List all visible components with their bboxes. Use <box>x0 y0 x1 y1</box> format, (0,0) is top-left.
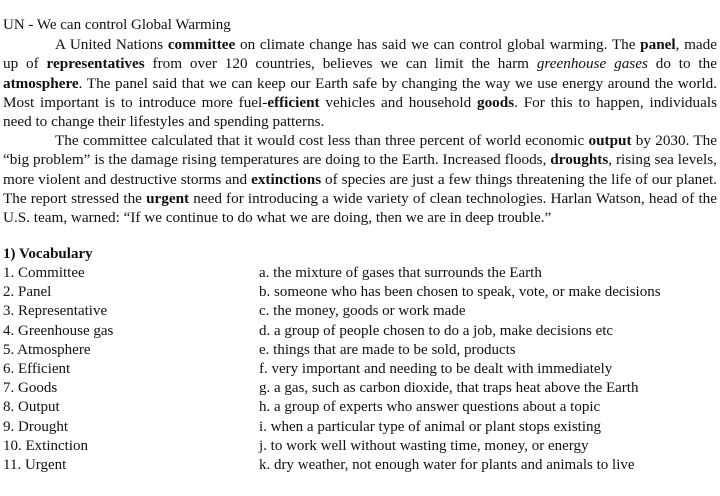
key-term: committee <box>167 36 236 53</box>
key-term: extinctions <box>251 170 322 188</box>
text-run: by 2030. The “big problem” is the damage rising temperatures are doing to the Earth. Increased floods, <box>3 132 717 169</box>
vocabulary-heading: 1) Vocabulary <box>3 246 93 262</box>
paragraph-2 <box>3 131 717 227</box>
vocab-row <box>3 264 719 283</box>
vocab-row <box>3 322 719 341</box>
vocab-definition: g. a gas, such as carbon dioxide, that traps heat above the Earth <box>259 380 639 397</box>
vocab-definition: i. when a particular type of animal or plant stops existing <box>259 418 601 435</box>
italic-term: greenhouse gases <box>536 55 648 73</box>
vocab-definition: e. things that are made to be sold, products <box>259 341 516 358</box>
text-run: on climate change has said we can control global warming. The <box>235 36 641 53</box>
vocab-term: 3. Representative <box>3 303 108 320</box>
vocab-row <box>3 437 719 456</box>
vocab-row <box>3 283 719 302</box>
key-term: representatives <box>46 55 145 73</box>
text-run: The committee calculated that it would cost less than three percent of world economic <box>55 132 589 149</box>
text-run: of species are just a few things threatening the life of our planet. The report stressed the <box>3 170 717 207</box>
text-run: , made up of <box>3 36 717 73</box>
vocab-definition: k. dry weather, not enough water for plants and animals to live <box>259 456 635 473</box>
key-term: output <box>588 132 632 149</box>
text-run: from over 120 countries, believes we can limit the harm <box>144 55 537 73</box>
vocab-definition: c. the money, goods or work made <box>259 303 466 320</box>
vocab-term: 6. Efficient <box>3 360 71 377</box>
vocab-term: 5. Atmosphere <box>3 341 91 358</box>
key-term: goods <box>476 93 515 111</box>
vocab-definition: j. to work well without wasting time, money, or energy <box>259 437 589 454</box>
text-run: need for introducing a wide variety of clean technologies. Harlan Watson, head of the U.S. team, warned: “If we continue to do what we are doing, then we are in deep trouble.” <box>3 189 718 227</box>
vocab-row <box>3 341 719 360</box>
text-run: vehicles and household <box>319 93 477 111</box>
key-term: droughts <box>550 151 609 169</box>
vocab-term: 9. Drought <box>3 418 68 435</box>
vocab-row <box>3 302 719 321</box>
text-run: , rising sea levels, more violent and destructive storms and <box>3 151 717 188</box>
text-run: . The panel said that we can keep our Earth safe by changing the way we use energy around the world. Most important is to introduce more fuel- <box>3 74 717 111</box>
text-run: A United Nations <box>55 36 168 53</box>
vocab-definition: b. someone who has been chosen to speak, vote, or make decisions <box>259 284 661 301</box>
vocab-term: 4. Greenhouse gas <box>3 322 114 339</box>
text-run: . For this to happen, individuals need to change their lifestyles and spending patterns. <box>3 93 717 131</box>
vocab-term: 7. Goods <box>3 380 58 397</box>
key-term: efficient <box>267 93 320 111</box>
vocab-term: 11. Urgent <box>3 456 67 473</box>
vocab-definition: f. very important and needing to be dealt with immediately <box>259 360 613 377</box>
text-run: do to the <box>647 55 717 73</box>
vocab-row <box>3 418 719 437</box>
vocab-term: 2. Panel <box>3 284 52 301</box>
paragraph-1 <box>3 35 717 131</box>
key-term: panel <box>640 36 676 53</box>
vocab-row <box>3 398 719 417</box>
vocab-row <box>3 456 719 475</box>
key-term: atmosphere <box>3 74 79 92</box>
vocab-row <box>3 379 719 398</box>
vocab-term: 8. Output <box>3 399 60 416</box>
vocab-row <box>3 360 719 379</box>
vocab-definition: d. a group of people chosen to do a job, make decisions etc <box>259 322 614 339</box>
document-title: UN - We can control Global Warming <box>3 17 231 33</box>
vocab-definition: h. a group of experts who answer questions about a topic <box>259 399 601 416</box>
vocab-definition: a. the mixture of gases that surrounds the Earth <box>259 265 542 281</box>
vocabulary-list <box>3 264 719 475</box>
vocab-term: 1. Committee <box>3 265 85 281</box>
vocab-term: 10. Extinction <box>3 437 88 454</box>
key-term: urgent <box>146 189 190 207</box>
